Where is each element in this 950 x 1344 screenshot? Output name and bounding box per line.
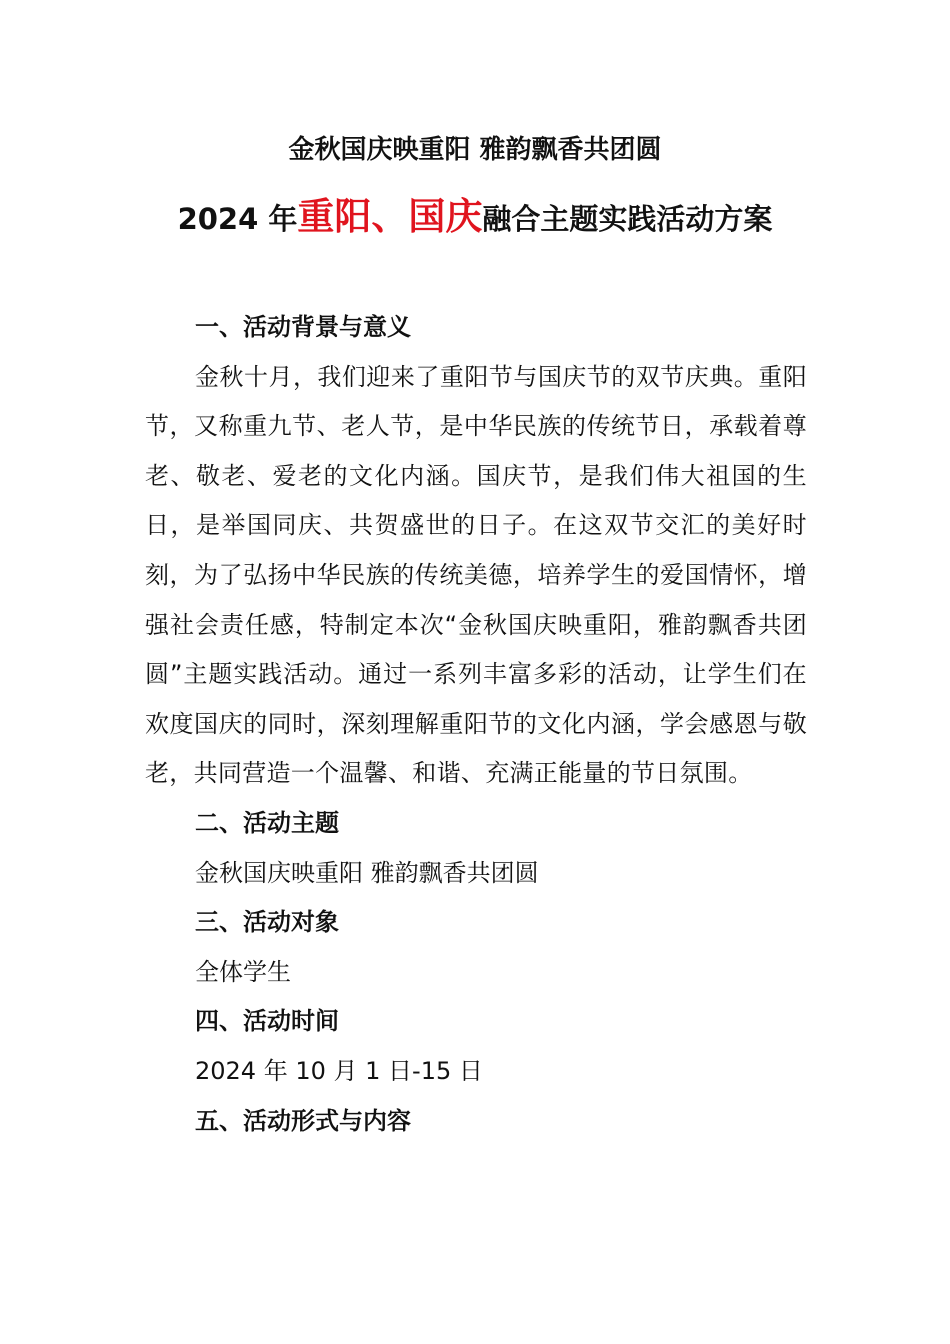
section-heading-audience: 三、活动对象 [195, 908, 339, 937]
document-body [145, 303, 807, 1146]
document-title-line2 [0, 193, 950, 243]
section-heading-time: 四、活动时间 [195, 1007, 339, 1036]
section-body-time: 2024 年 10 月 1 日-15 日 [195, 1056, 483, 1085]
section-heading-format: 五、活动形式与内容 [195, 1106, 411, 1135]
title-year: 2024 年 [177, 202, 298, 236]
title-suffix: 融合主题实践活动方案 [482, 202, 773, 236]
title-highlight: 重阳、国庆 [297, 195, 483, 238]
section-body-background: 金秋十月，我们迎来了重阳节与国庆节的双节庆典。重阳节，又称重九节、老人节，是中华民族的传统节日，承载着尊老、敬老、爱老的文化内涵。国庆节，是我们伟大祖国的生日，是举国同庆、共贺盛世的日子。在这双节交汇的美好时刻，为了弘扬中华民族的传统美德，培养学生的爱国情怀，增强社会责任感，特制定本次“金秋国庆映重阳，雅韵飘香共团圆”主题实践活动。通过一系列丰富多彩的活动，让学生们在欢度国庆的同时，深刻理解重阳节的文化内涵，学会感恩与敬老，共同营造一个温馨、和谐、充满正能量的节日氛围。 [145, 362, 807, 788]
document-title-line1: 金秋国庆映重阳 雅韵飘香共团圆 [288, 135, 662, 165]
section-body-theme: 金秋国庆映重阳 雅韵飘香共团圆 [195, 858, 539, 887]
section-heading-theme: 二、活动主题 [195, 808, 339, 837]
section-body-audience: 全体学生 [195, 957, 291, 986]
section-heading-background: 一、活动背景与意义 [195, 313, 411, 341]
